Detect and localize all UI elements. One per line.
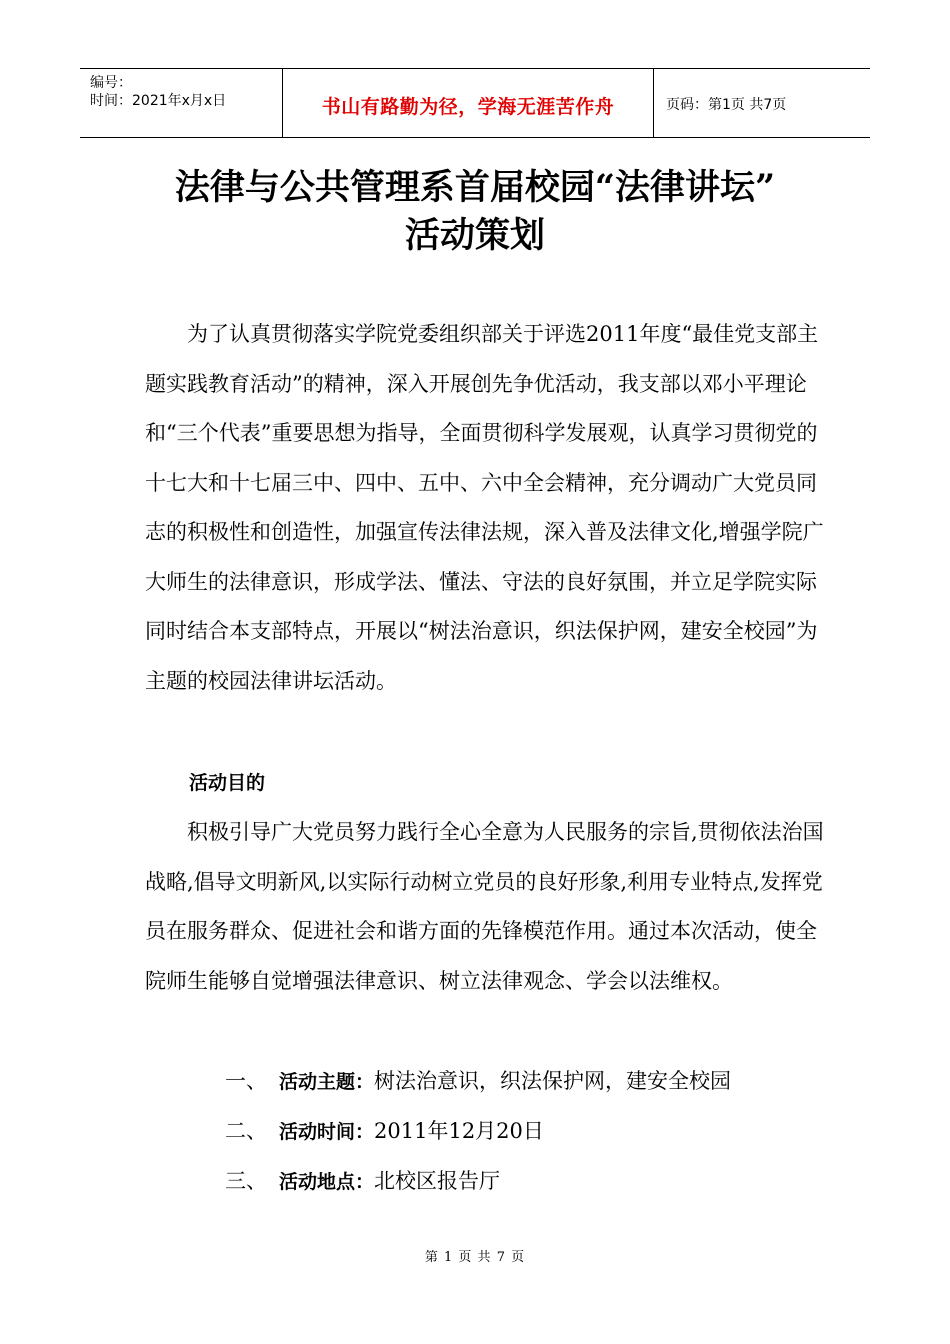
list-item-value: 树法治意识，织法保护网，建安全校园 [374, 1069, 732, 1093]
list-item-number: 二、 [225, 1119, 267, 1143]
header-motto: 书山有路勤为径，学海无涯苦作舟 [321, 95, 615, 118]
document-date: 时间：2021年x月x日 [90, 93, 227, 109]
document-number-label: 编号： [90, 75, 132, 91]
list-item-label: 活动地点： [279, 1171, 375, 1193]
document-header [80, 68, 870, 138]
purpose-paragraph-block [145, 808, 835, 1006]
document-title-line1: 法律与公共管理系首届校园“法律讲坛” [174, 167, 776, 208]
purpose-paragraph: 积极引导广大党员努力践行全心全意为人民服务的宗旨,贯彻依法治国战略,倡导文明新风,以实际行动树立党员的良好形象,利用专业特点,发挥党员在服务群众、促进社会和谐方面的先锋模范作用。通过本次活动，使全院师生能够自觉增强法律意识、树立法律观念、学会以法维权。 [145, 820, 824, 993]
header-page-info: 页码：第1页 共7页 [666, 97, 787, 113]
intro-paragraph: 为了认真贯彻落实学院党委组织部关于评选2011年度“最佳党支部主题实践教育活动”的精神，深入开展创先争优活动，我支部以邓小平理论和“三个代表”重要思想为指导，全面贯彻科学发展观，认真学习贯彻党的十七大和十七届三中、四中、五中、六中全会精神，充分调动广大党员同志的积极性和创造性，加强宣传法律法规，深入普及法律文化,增强学院广大师生的法律意识，形成学法、懂法、守法的良好氛围，并立足学院实际同时结合本支部特点，开展以“树法治意识，织法保护网，建安全校园”为主题的校园法律讲坛活动。 [145, 322, 824, 693]
list-item-value: 2011年12月20日 [374, 1119, 544, 1143]
list-item-value: 北校区报告厅 [374, 1169, 501, 1193]
list-item-theme [225, 1057, 731, 1107]
purpose-heading: 活动目的 [189, 772, 266, 794]
list-item-label: 活动主题： [279, 1071, 375, 1093]
page-footer: 第 1 页 共 7 页 [424, 1250, 526, 1265]
list-item-time [225, 1107, 544, 1157]
list-item-label: 活动时间： [279, 1121, 375, 1143]
header-motto-cell [282, 69, 654, 137]
intro-paragraph-block [145, 310, 835, 706]
list-item-location [225, 1157, 500, 1207]
list-item-number: 一、 [225, 1069, 267, 1093]
header-meta [80, 69, 282, 137]
document-title-line2: 活动策划 [404, 215, 545, 256]
list-item-number: 三、 [225, 1169, 267, 1193]
